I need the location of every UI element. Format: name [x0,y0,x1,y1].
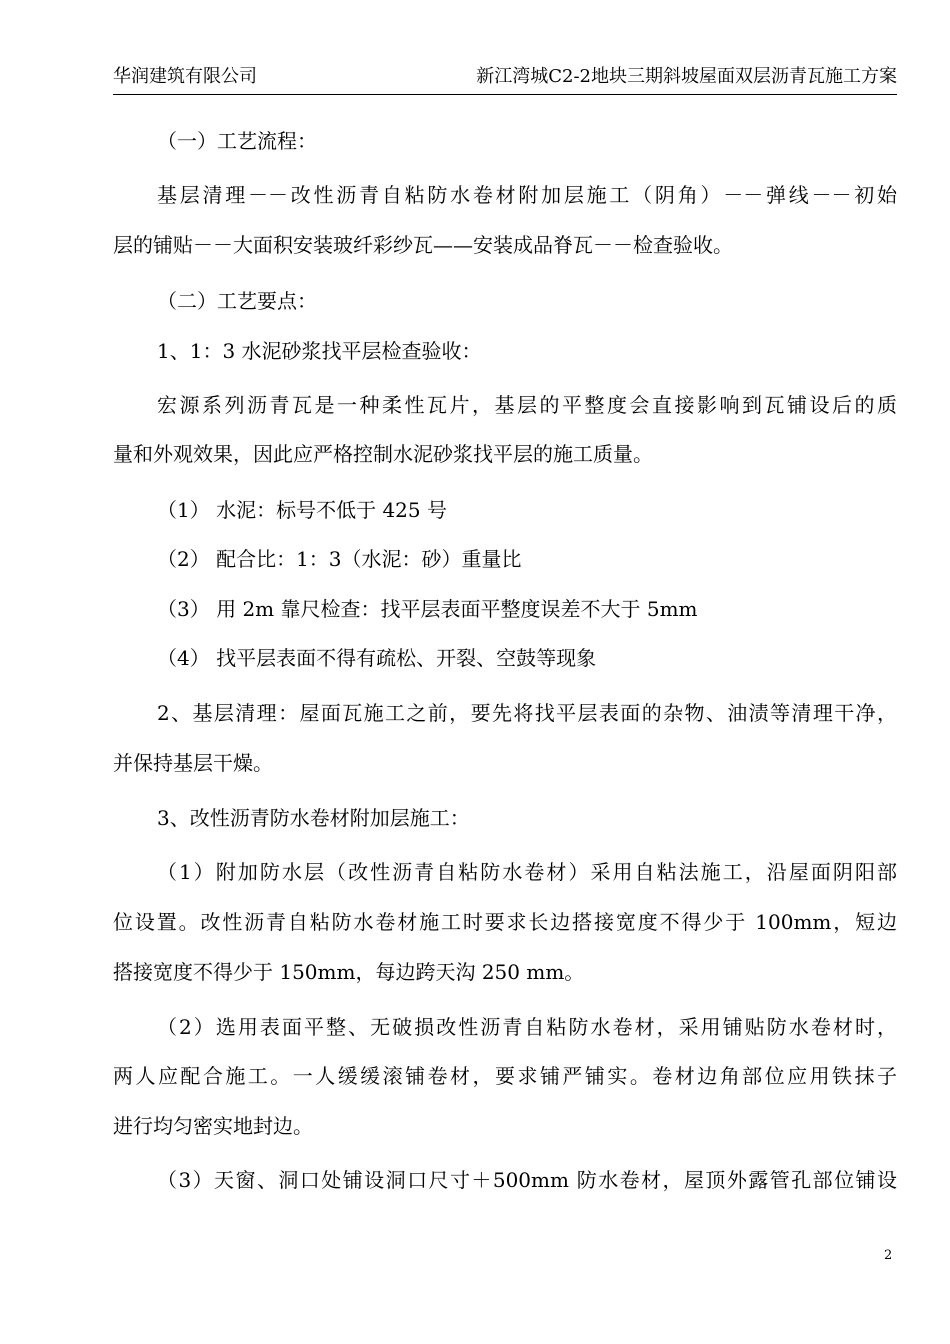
list-item: （3） 用 2m 靠尺检查：找平层表面平整度误差不大于 5mm [157,597,698,621]
paragraph-line: （1）附加防水层（改性沥青自粘防水卷材）采用自粘法施工，沿屋面阴阳部 [157,860,897,884]
paragraph-line: 量和外观效果，因此应严格控制水泥砂浆找平层的施工质量。 [113,442,653,466]
page-header [113,64,897,95]
list-item: （1） 水泥：标号不低于 425 号 [157,498,447,522]
paragraph-line: 进行均匀密实地封边。 [113,1114,313,1138]
section-heading-process-flow: （一）工艺流程： [157,129,317,153]
paragraph-line: 宏源系列沥青瓦是一种柔性瓦片，基层的平整度会直接影响到瓦铺设后的质 [157,393,897,417]
paragraph-line: 两人应配合施工。一人缓缓滚铺卷材，要求铺严铺实。卷材边角部位应用铁抹子 [113,1064,897,1088]
subheading-line: 3、改性沥青防水卷材附加层施工： [157,806,470,830]
paragraph-line: 位设置。改性沥青自粘防水卷材施工时要求长边搭接宽度不得少于 100mm，短边 [113,910,897,934]
page-number: 2 [884,1248,893,1263]
list-item: （2） 配合比：1：3（水泥：砂）重量比 [157,547,522,571]
header-company-name: 华润建筑有限公司 [113,66,257,87]
paragraph-line: 并保持基层干燥。 [113,751,273,775]
list-item: （4） 找平层表面不得有疏松、开裂、空鼓等现象 [157,646,597,670]
subheading-line: 1、1：3 水泥砂浆找平层检查验收： [157,339,482,363]
paragraph-line: 搭接宽度不得少于 150mm，每边跨天沟 250 mm。 [113,960,585,984]
paragraph-line: （2）选用表面平整、无破损改性沥青自粘防水卷材，采用铺贴防水卷材时， [157,1015,897,1039]
section-heading-key-points: （二）工艺要点： [157,289,317,313]
paragraph-line: 基层清理－－改性沥青自粘防水卷材附加层施工（阴角）－－弹线－－初始 [157,183,897,207]
paragraph-line: 2、基层清理：屋面瓦施工之前，要先将找平层表面的杂物、油渍等清理干净， [157,701,897,725]
paragraph-line: 层的铺贴－－大面积安装玻纤彩纱瓦——安装成品脊瓦－－检查验收。 [113,233,733,257]
paragraph-line: （3）天窗、洞口处铺设洞口尺寸＋500mm 防水卷材，屋顶外露管孔部位铺设 [157,1168,897,1192]
header-document-title: 新江湾城C2-2地块三期斜坡屋面双层沥青瓦施工方案 [476,66,897,87]
